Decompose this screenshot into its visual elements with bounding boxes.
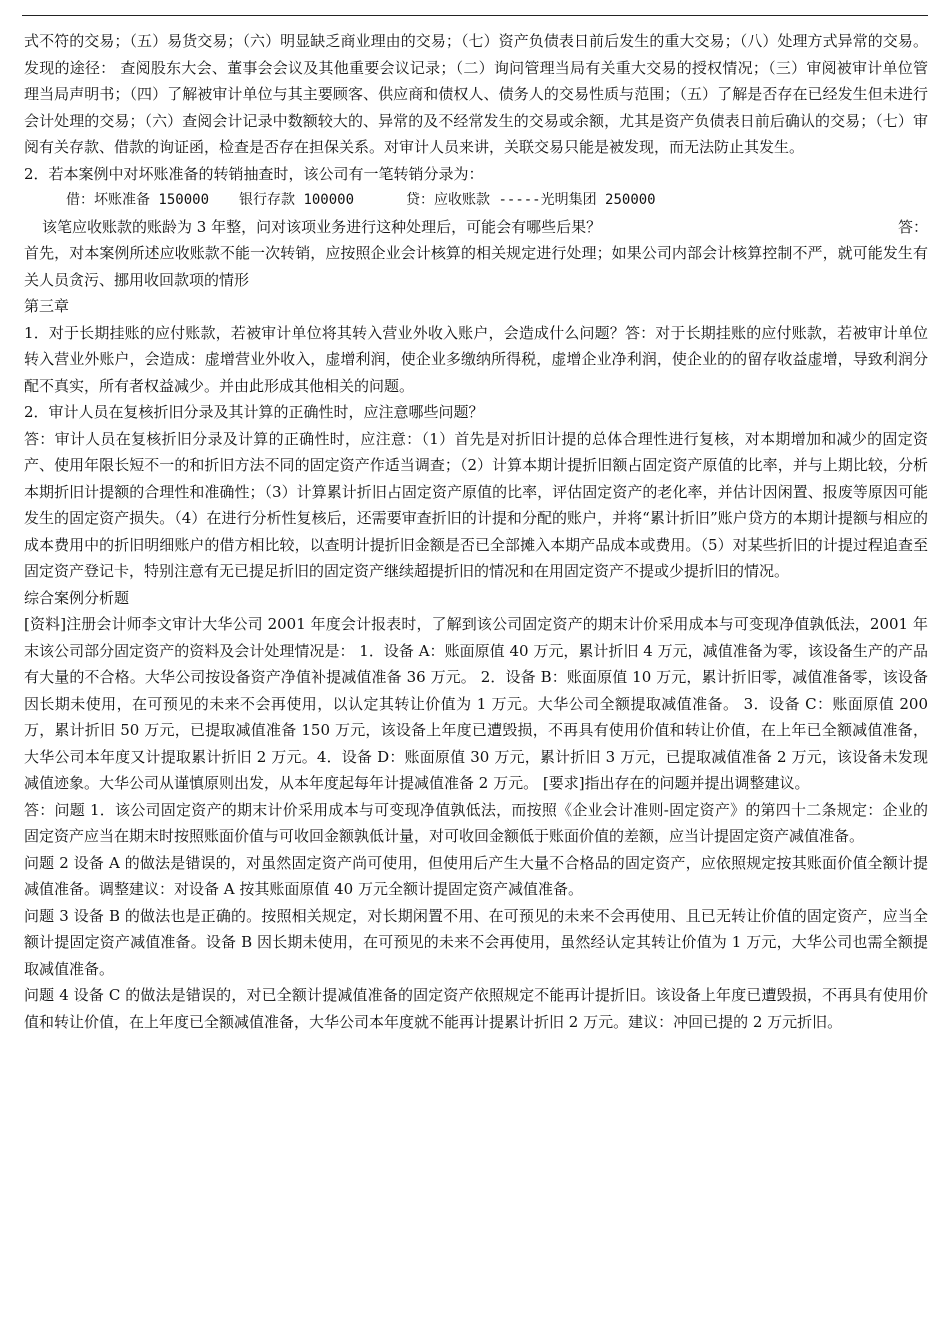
chapter3-question-1: 1．对于长期挂账的应付账款，若被审计单位将其转入营业外收入账户，会造成什么问题？答：对于长期挂账的应付账款，若被审计单位转入营业外账户，会造成：虚增营业外收入，虚增利润，使企业多缴纳所得税，虚增企业净利润，使企业的的留存收益虚增，导致利润分配不真实，所有者权益减少。并由此形成其他相关的问题。 — [24, 323, 928, 395]
case-answer-4: 问题 4 设备 C 的做法是错误的，对已全额计提减值准备的固定资产依照规定不能再计提折旧。该设备上年度已遭毁损，不再具有使用价值和转让价值，在上年度已全额减值准备，大华公司本年度就不能再计提累计折旧 2 万元。建议：冲回已提的 2 万元折旧。 — [24, 986, 928, 1031]
question-2-heading: 2．若本案例中对坏账准备的转销抽查时，该公司有一笔转销分录为： — [24, 164, 484, 183]
entry-debit-1: 借：坏账准备 150000 — [66, 192, 210, 208]
case-answer-1: 答：问题 1．该公司固定资产的期末计价采用成本与可变现净值孰低法，而按照《企业会计准则-固定资产》的第四十二条规定：企业的固定资产应当在期末时按照账面价值与可收回金额孰低计量，对可收回金额低于账面价值的差额，应当计提固定资产减值准备。 — [24, 800, 928, 845]
question-2-answer: 首先，对本案例所述应收账款不能一次转销，应按照企业会计核算的相关规定进行处理；如果公司内部会计核算控制不严，就可能发生有关人员贪污、挪用收回款项的情形 — [24, 244, 928, 289]
entry-debit-2: 银行存款 100000 — [239, 192, 355, 208]
chapter3-answer-2: 答：审计人员在复核折旧分录及计算的正确性时，应注意：（1）首先是对折旧计提的总体合理性进行复核，对本期增加和减少的固定资产、使用年限长短不一的和折旧方法不同的固定资产作适当调查；（2）计算本期计提折旧额占固定资产原值的比率，并与上期比较，分析本期折旧计提额的合理性和准确性；（3）计算累计折旧占固定资产原值的比率，评估固定资产的老化率，并估计因闲置、报废等原因可能发生的固定资产损失。（4）在进行分析性复核后，还需要审查折旧的计提和分配的账户，并将“累计折旧”账户贷方的本期计提额与相应的成本费用中的折旧明细账户的借方相比较，以查明计提折旧金额是否已全部摊入本期产品成本或费用。（5）对某些折旧的计提过程追查至固定资产登记卡，特别注意有无已提足折旧的固定资产继续超提折旧的情况和在用固定资产不提或少提折旧的情况。 — [24, 429, 928, 580]
paragraph-related-party: 式不符的交易；（五）易货交易；（六）明显缺乏商业理由的交易；（七）资产负债表日前后发生的重大交易；（八）处理方式异常的交易。发现的途径： 查阅股东大会、董事会会议及其他重要会议记录；（二）询问管理当局有关重大交易的授权情况；（三）审阅被审计单位管理当局声明书；（四）了解被审计单位与其主要顾客、供应商和债权人、债务人的交易性质与范围；（五）了解是否存在已经发生但未进行会计处理的交易；（六）查阅会计记录中数额较大的、异常的及不经常发生的交易或余额，尤其是资产负债表日前后确认的交易；（七）审阅有关存款、借款的询证函，检查是否存在担保关系。对审计人员来讲，关联交易只能是被发现，而无法防止其发生。 — [24, 32, 928, 156]
header-rule — [22, 15, 928, 16]
case-answer-3: 问题 3 设备 B 的做法也是正确的。按照相关规定，对长期闲置不用、在可预见的未来不会再使用、且已无转让价值的固定资产，应当全额计提固定资产减值准备。设备 B 因长期未使用，在可预见的未来不会再使用，虽然经认定其转让价值为 1 万元，大华公司也需全额提取减值准备。 — [24, 906, 928, 978]
entry-credit: 贷：应收账款 -----光明集团 250000 — [406, 192, 656, 208]
chapter-heading: 第三章 — [24, 297, 70, 315]
answer-label: 答： — [897, 217, 928, 236]
question-2-body — [24, 214, 928, 241]
journal-entry — [24, 187, 928, 214]
chapter3-question-2: 2．审计人员在复核折旧分录及其计算的正确性时，应注意哪些问题？ — [24, 403, 484, 421]
case-answer-2: 问题 2 设备 A 的做法是错误的，对虽然固定资产尚可使用，但使用后产生大量不合格品的固定资产，应依照规定按其账面价值全额计提减值准备。调整建议：对设备 A 按其账面原值 40 万元全额计提固定资产减值准备。 — [24, 853, 928, 898]
case-material: [资料]注册会计师李文审计大华公司 2001 年度会计报表时，了解到该公司固定资产的期末计价采用成本与可变现净值孰低法，2001 年末该公司部分固定资产的资料及会计处理情况是： 1．设备 A：账面原值 40 万元，累计折旧 4 万元，减值准备为零，该设备生产的产品有大量的不合格。大华公司按设备资产净值补提减值准备 36 万元。 2．设备 B：账面原值 10 万元，累计折旧零，减值准备零，该设备因长期未使用，在可预见的未来不会再使用，以认定其转让价值为 1 万元。大华公司全额提取减值准备。 3．设备 C：账面原值 200 万，累计折旧 50 万元，已提取减值准备 150 万元，该设备上年度已遭毁损，不再具有使用价值和转让价值，在上年已全额减值准备，大华公司本年度又计提取累计折旧 2 万元。4．设备 D：账面原值 30 万元，累计折旧 3 万元，已提取减值准备 2 万元，该设备未发现减值迹象。大华公司从谨慎原则出发，从本年度起每年计提减值准备 2 万元。 [要求]指出存在的问题并提出调整建议。 — [24, 615, 928, 792]
question-2-text: 该笔应收账款的账龄为 3 年整，问对该项业务进行这种处理后，可能会有哪些后果？ — [42, 217, 602, 236]
document-body — [24, 28, 928, 1035]
case-title: 综合案例分析题 — [24, 588, 130, 607]
